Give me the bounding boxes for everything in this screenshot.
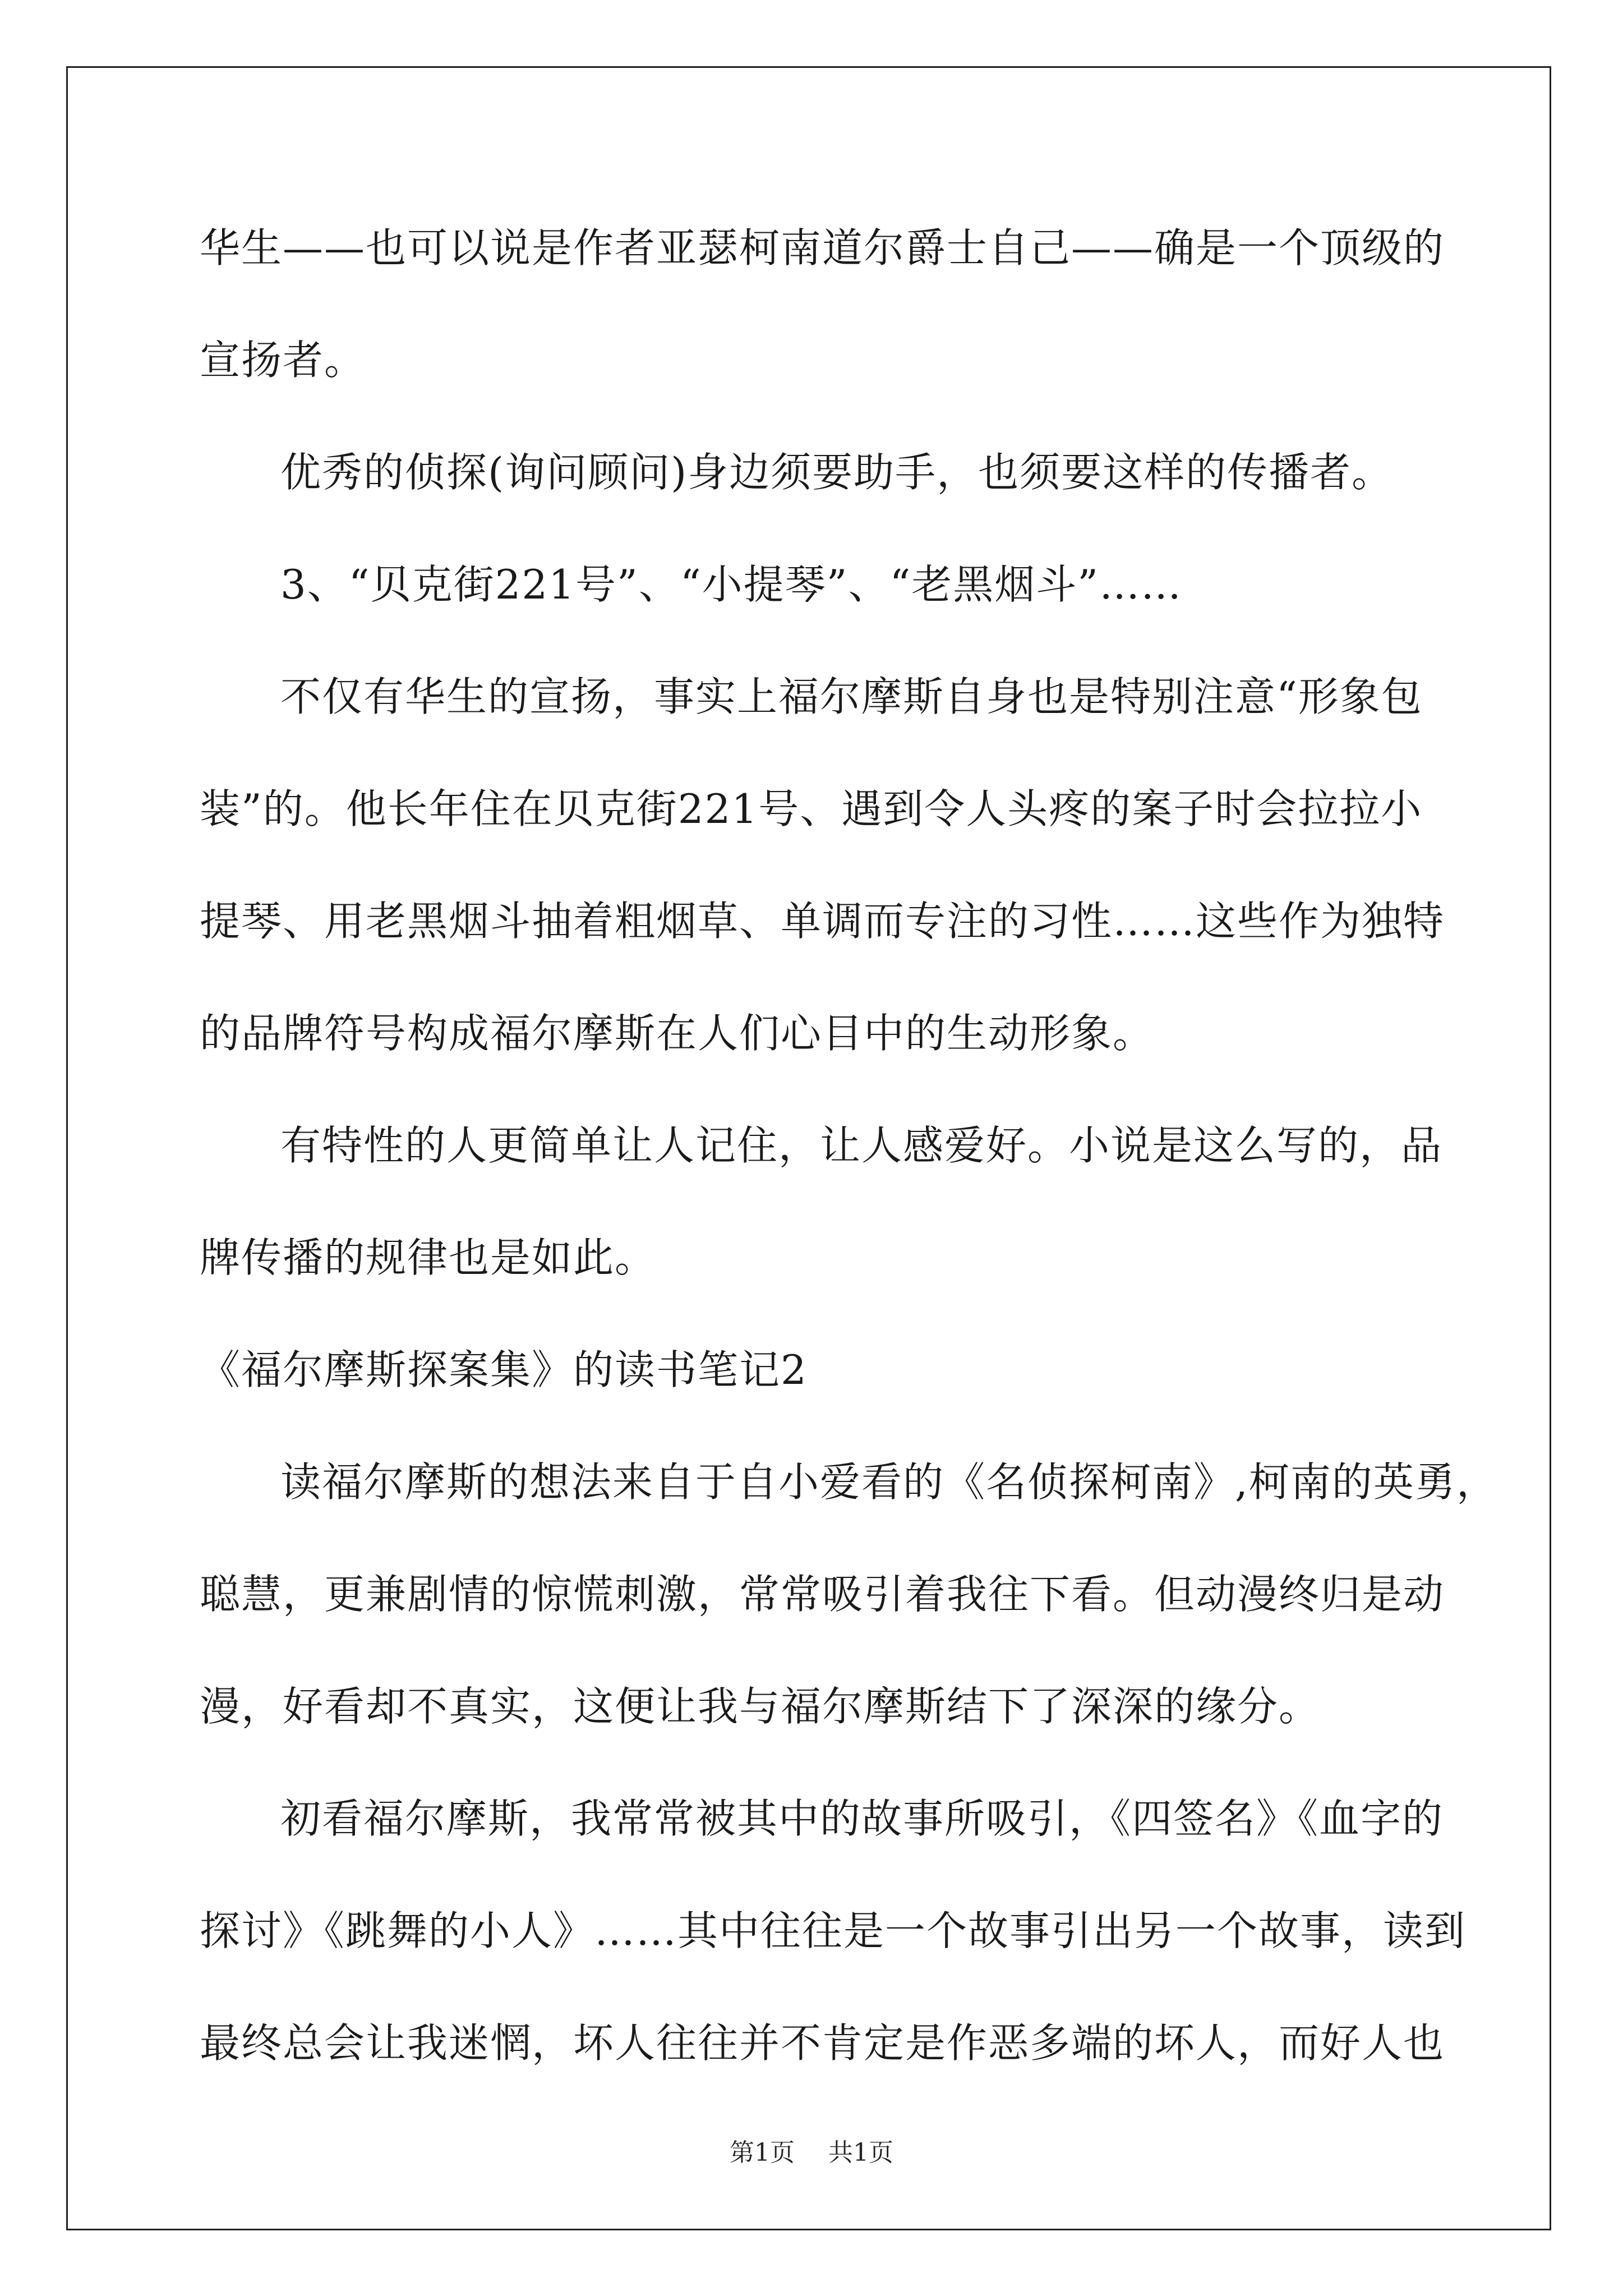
text-line: 最终总会让我迷惘，坏人往往并不肯定是作恶多端的坏人，而好人也 <box>200 2019 1445 2067</box>
page-total: 共1页 <box>828 2138 893 2167</box>
text-line: 有特性的人更简单让人记住，让人感爱好。小说是这么写的，品 <box>280 1122 1443 1169</box>
text-line: 读福尔摩斯的想法来自于自小爱看的《名侦探柯南》,柯南的英勇， <box>280 1458 1498 1506</box>
text-line: 聪慧，更兼剧情的惊慌刺激，常常吸引着我往下看。但动漫终归是动 <box>200 1571 1445 1618</box>
page-number: 第1页 <box>730 2138 795 2167</box>
page-footer <box>0 2136 1623 2170</box>
list-heading: 3、“贝克街221号”、“小提琴”、“老黑烟斗”…… <box>280 561 1183 608</box>
text-line: 宣扬者。 <box>200 337 366 384</box>
text-line: 优秀的侦探(询问顾问)身边须要助手，也须要这样的传播者。 <box>280 449 1394 496</box>
text-line: 探讨》《跳舞的小人》……其中往往是一个故事引出另一个故事，读到 <box>200 1907 1467 1954</box>
text-line: 提琴、用老黑烟斗抽着粗烟草、单调而专注的习性……这些作为独特 <box>200 898 1445 945</box>
section-heading: 《福尔摩斯探案集》的读书笔记2 <box>200 1346 808 1393</box>
text-line: 不仅有华生的宣扬，事实上福尔摩斯自身也是特别注意“形象包 <box>280 673 1423 720</box>
text-line: 装”的。他长年住在贝克街221号、遇到令人头疼的案子时会拉拉小 <box>200 785 1423 832</box>
text-line: 华生——也可以说是作者亚瑟柯南道尔爵士自己——确是一个顶级的 <box>200 224 1445 272</box>
text-line: 初看福尔摩斯，我常常被其中的故事所吸引，《四签名》《血字的 <box>280 1795 1444 1842</box>
text-line: 漫，好看却不真实，这便让我与福尔摩斯结下了深深的缘分。 <box>200 1683 1321 1730</box>
text-line: 的品牌符号构成福尔摩斯在人们心目中的生动形象。 <box>200 1010 1155 1057</box>
text-line: 牌传播的规律也是如此。 <box>200 1234 657 1281</box>
